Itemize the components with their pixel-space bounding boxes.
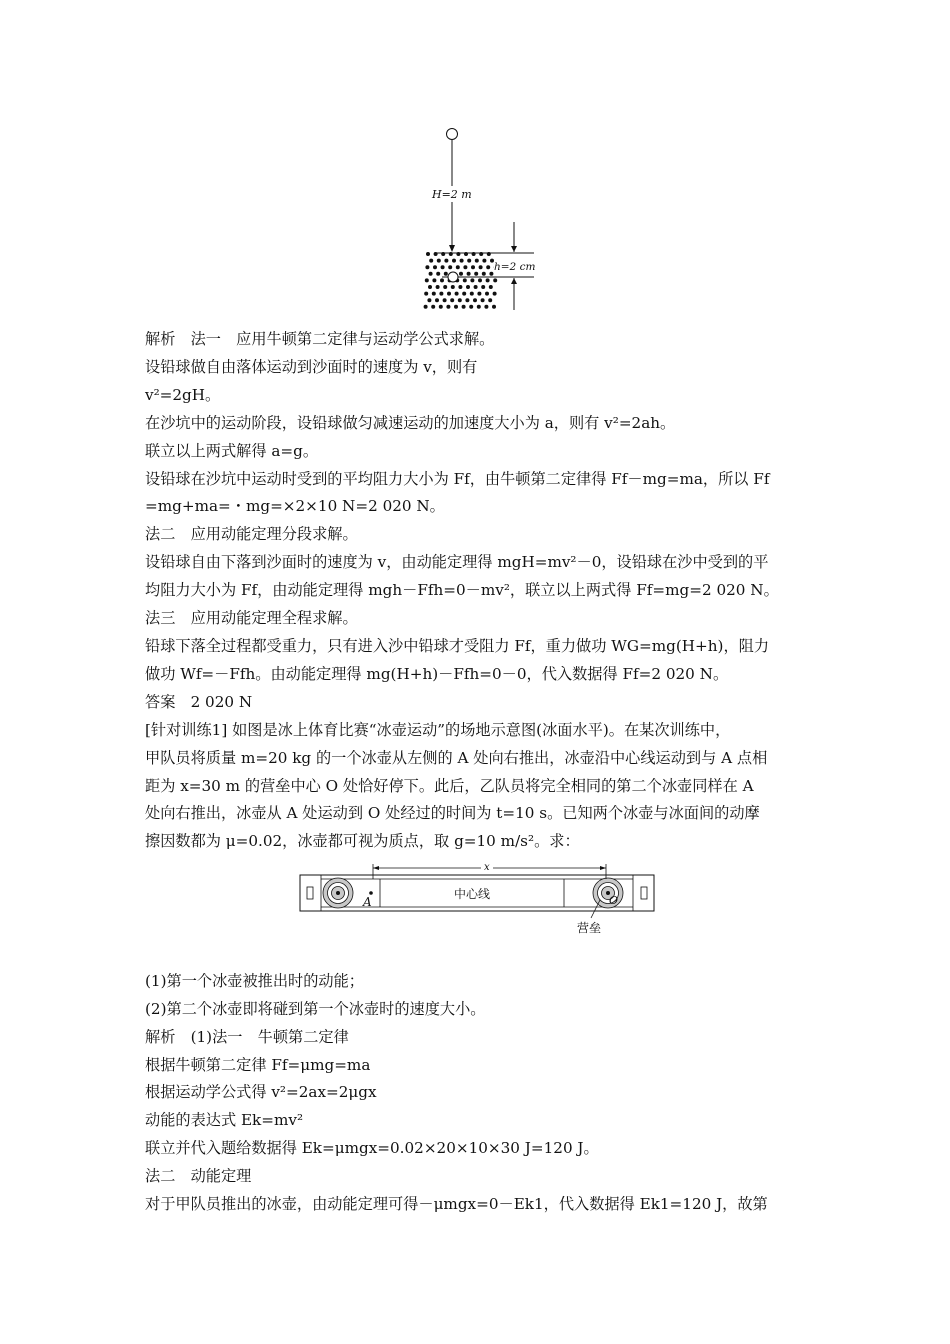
sand-dot [486,278,490,282]
text-line: 法二 动能定理 [145,1167,252,1186]
sand-dot [481,285,485,289]
fall-arrow-head [449,245,455,252]
sand-dot [472,252,476,256]
sand-dot [470,292,474,296]
sand-dot [441,265,445,269]
sand-dot [426,252,430,256]
sand-dot [467,272,471,276]
text-line: 法三 应用动能定理全程求解。 [145,609,358,628]
sand-dot [465,298,469,302]
sand-dot [432,278,436,282]
label-h: h=2 cm [494,261,536,273]
sand-dot [446,305,450,309]
sand-dot [452,259,456,263]
sand-dot [448,265,452,269]
text-line: 均阻力大小为 Ff，由动能定理得 mgh－Ffh=0－mv²，联立以上两式得 Ff=mg=2 020 N。 [145,581,779,600]
sand-dot [424,292,428,296]
text-line: 处向右推出，冰壶从 A 处运动到 O 处经过的时间为 t=10 s。已知两个冰壶与冰面间的动摩 [145,804,760,823]
sand-dot [477,292,481,296]
text-line: 动能的表达式 Ek=mv² [145,1111,304,1130]
text-line: 法二 应用动能定理分段求解。 [145,525,358,544]
sand-dot [475,259,479,263]
text-line: 在沙坑中的运动阶段，设铅球做匀减速运动的加速度大小为 a，则有 v²=2ah。 [145,413,676,432]
sand-dot [477,305,481,309]
sand-dot [424,305,428,309]
sand-dot [462,292,466,296]
text-line: =mg+ma=・mg=×2×10 N=2 020 N。 [145,497,445,516]
sand-dot [455,292,459,296]
sand-dot [482,259,486,263]
text-line: 距为 x=30 m 的营垒中心 O 处恰好停下。此后，乙队员将完全相同的第二个冰壶同样在 A [145,776,754,795]
sand-dot [459,272,463,276]
sand-dot [450,298,454,302]
label-H: H=2 m [432,188,472,201]
sand-dot [443,285,447,289]
sand-dot [439,305,443,309]
sand-dot [431,305,435,309]
sand-dot [439,292,443,296]
sand-dot [444,259,448,263]
sand-dot [493,278,497,282]
text-line: 对于甲队员推出的冰壶，由动能定理可得－μmgx=0－Ek1，代入数据得 Ek1=120 J，故第 [145,1195,768,1214]
sand-dot [467,259,471,263]
sand-dot [425,265,429,269]
sand-dot [458,285,462,289]
text-line: (1)第一个冰壶被推出时的动能； [145,971,364,990]
sand-dot [436,285,440,289]
sand-dot [479,252,483,256]
text-line: 做功 Wf=－Ffh。由动能定理得 mg(H+h)－Ffh=0－0，代入数据得 Ff=2 020 N。 [145,664,729,683]
sand-dot [456,252,460,256]
text-line: 根据运动学公式得 v²=2ax=2μgx [145,1083,377,1102]
text-line: 擦因数都为 μ=0.02，冰壶都可视为质点，取 g=10 m/s²。求： [145,832,580,851]
sand-dot [487,252,491,256]
text-line: v²=2gH。 [145,385,221,404]
sand-dot [447,292,451,296]
label-center-line: 中心线 [454,887,491,901]
sand-dot [451,285,455,289]
sand-dot [474,272,478,276]
label-x: x [484,862,490,873]
figure-spacer [145,856,815,968]
sand-dot [428,285,432,289]
sand-dot [489,285,493,289]
sand-dot [478,278,482,282]
text-line: [针对训练1] 如图是冰上体育比赛“冰壶运动”的场地示意图(冰面水平)。在某次训练中， [145,720,731,739]
sand-dot [489,272,493,276]
sand-dot [454,305,458,309]
label-A: A [363,895,372,909]
text-line: (2)第二个冰壶即将碰到第一个冰壶时的速度大小。 [145,999,486,1018]
sand-dot [486,265,490,269]
text-line: 联立并代入题给数据得 Ek=μmgx=0.02×20×10×30 J=120 J。 [145,1139,599,1158]
text-line: 答案 2 020 N [145,692,253,711]
sand-dot [466,285,470,289]
text-line: 解析 (1)法一 牛顿第二定律 [145,1027,349,1046]
sand-dot [462,305,466,309]
label-O: O [609,894,619,907]
text-line: 根据牛顿第二定律 Ff=μmg=ma [145,1055,371,1074]
sand-dot [429,272,433,276]
label-base: 营垒 [577,921,602,935]
sand-dot [436,272,440,276]
sand-dot [481,298,485,302]
sand-dot [471,265,475,269]
sand-dot [484,305,488,309]
sand-dot [473,298,477,302]
sand-dot [427,298,431,302]
sand-dot [444,272,448,276]
falling-ball-figure [412,124,542,316]
sand-dot [449,252,453,256]
sand-dot [441,252,445,256]
sand-dot [443,298,447,302]
sand-dot [469,305,473,309]
text-line: 联立以上两式解得 a=g。 [145,441,319,460]
sand-dots [424,252,498,309]
sand-dot [488,298,492,302]
text-line: 铅球下落全过程都受重力，只有进入沙中铅球才受阻力 Ff，重力做功 WG=mg(H+h)，阻力 [145,636,770,655]
sand-dot [463,278,467,282]
sand-dot [435,298,439,302]
text-line: 解析 法一 应用牛顿第二定律与运动学公式求解。 [145,330,495,348]
sand-dot [425,278,429,282]
sand-dot [460,259,464,263]
sand-dot [485,292,489,296]
sand-dot [434,252,438,256]
solution-text [145,326,815,1219]
sand-dot [482,272,486,276]
sand-dot [463,265,467,269]
ball-top [447,129,458,140]
sand-dot [493,292,497,296]
sand-dot [456,265,460,269]
text-line: 设铅球在沙坑中运动时受到的平均阻力大小为 Ff，由牛顿第二定律得 Ff－mg=ma，所以 Ff [145,469,770,488]
text-line: 甲队员将质量 m=20 kg 的一个冰壶从左侧的 A 处向右推出，冰壶沿中心线运动到与 A 点相 [145,748,768,767]
sand-dot [429,259,433,263]
text-line: 设铅球自由下落到沙面时的速度为 v，由动能定理得 mgH=mv²－0，设铅球在沙中受到的平 [145,553,769,572]
sand-dot [458,298,462,302]
sand-dot [437,259,441,263]
sand-dot [433,265,437,269]
sand-dot [470,278,474,282]
sand-dot [440,278,444,282]
ball-in-sand [448,272,458,282]
sand-dot [474,285,478,289]
text-line: 设铅球做自由落体运动到沙面时的速度为 v，则有 [145,357,478,376]
sand-dot [432,292,436,296]
sand-dot [492,305,496,309]
sand-dot [479,265,483,269]
sand-dot [464,252,468,256]
